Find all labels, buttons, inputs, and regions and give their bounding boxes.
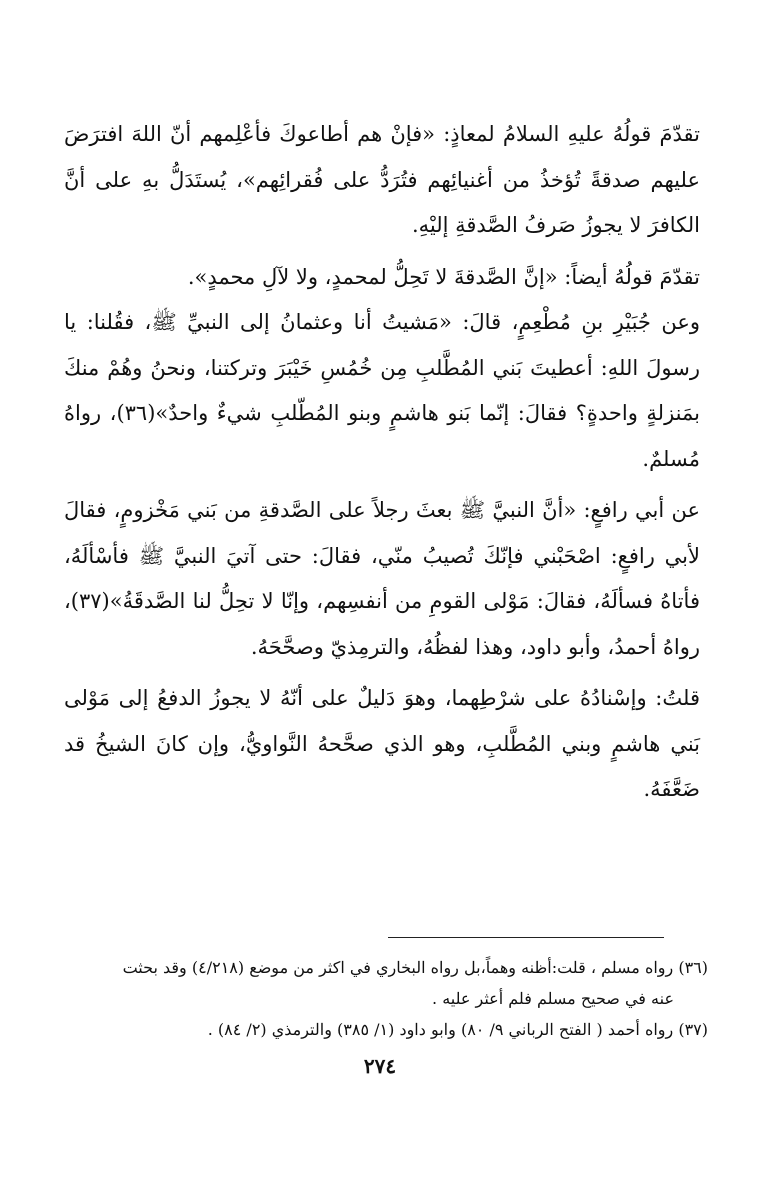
paragraph-abu-rafi-hadith: عن أبي رافعٍ: «أنَّ النبيَّ ﷺ بعثَ رجلاً على الصَّدقةِ من بَني مَخْزومٍ، فقالَ لأبي رافعٍ: اصْحَبْني فإنّكَ تُصيبُ منّي، فقالَ: حتى آتيَ النبيَّ ﷺ فأسْألَهُ، فأتاهُ فسألَهُ، فقالَ: مَوْلى القومِ من أنفسِهم، وإنّا لا تحِلُّ لنا الصَّدقَةُ»(٣٧)، رواهُ أحمدُ، وأبو داود، وهذا لفظُهُ، والترمِذيّ وصحَّحَهُ. xyxy=(64,498,700,659)
paragraph-sadaqa-not-lawful: تقدّمَ قولُهُ أيضاً: «إنَّ الصَّدقةَ لا تَحِلُّ لمحمدٍ، ولا لآلِ محمدٍ». xyxy=(187,264,700,289)
footnote-36-continued: عنه في صحيح مسلم فلم أعثر عليه . xyxy=(432,989,674,1008)
footnote-36: (٣٦) رواه مسلم ، قلت:أظنه وهماً،بل رواه البخاري في اكثر من موضع (٤/٢١٨) وقد بحثت xyxy=(122,958,708,977)
paragraph-jubayr-hadith: وعن جُبَيْرِ بنِ مُطْعِمٍ، قالَ: «مَشيتُ أنا وعثمانُ إلى النبيِّ ﷺ، فقُلنا: يا رسولَ اللهِ: أعطيتَ بَني المُطَّلبِ مِن خُمُسِ خَيْبَرَ وتركتنا، ونحنُ وهُمْ منكَ بمَنزلةٍ واحدةٍ؟ فقالَ: إنّما بَنو هاشمٍ وبنو المُطّلبِ شيءٌ واحدٌ»(٣٦)، رواهُ مُسلمٌ. xyxy=(64,310,700,471)
paragraph-muadh-hadith: تقدّمَ قولُهُ عليهِ السلامُ لمعاذٍ: «فإنْ هم أطاعوكَ فأعْلِمهم أنّ اللهَ افترَضَ عليهم صدقةً تُؤخذُ من أغنيائِهم فتُرَدُّ على فُقرائِهم»، يُستَدَلُّ بهِ على أنَّ الكافرَ لا يجوزُ صَرفُ الصَّدقةِ إليْهِ. xyxy=(64,122,700,237)
page-number: ٢٧٤ xyxy=(363,1054,397,1078)
paragraph-author-comment: قلتُ: وإسْنادُهُ على شرْطِهما، وهوَ دَليلٌ على أنّهُ لا يجوزُ الدفعُ إلى مَوْلى بَني هاشمٍ وبني المُطَّلبِ، وهو الذي صحَّحهُ النَّواويُّ، وإن كانَ الشيخُ قد ضَعَّفَهُ. xyxy=(64,686,700,801)
footnote-divider xyxy=(388,937,664,938)
footnote-37: (٣٧) رواه أحمد ( الفتح الرباني ٩/ ٨٠) وابو داود (١/ ٣٨٥) والترمذي (٢/ ٨٤) . xyxy=(207,1020,708,1039)
footnotes xyxy=(52,952,708,1045)
main-text xyxy=(64,112,700,813)
